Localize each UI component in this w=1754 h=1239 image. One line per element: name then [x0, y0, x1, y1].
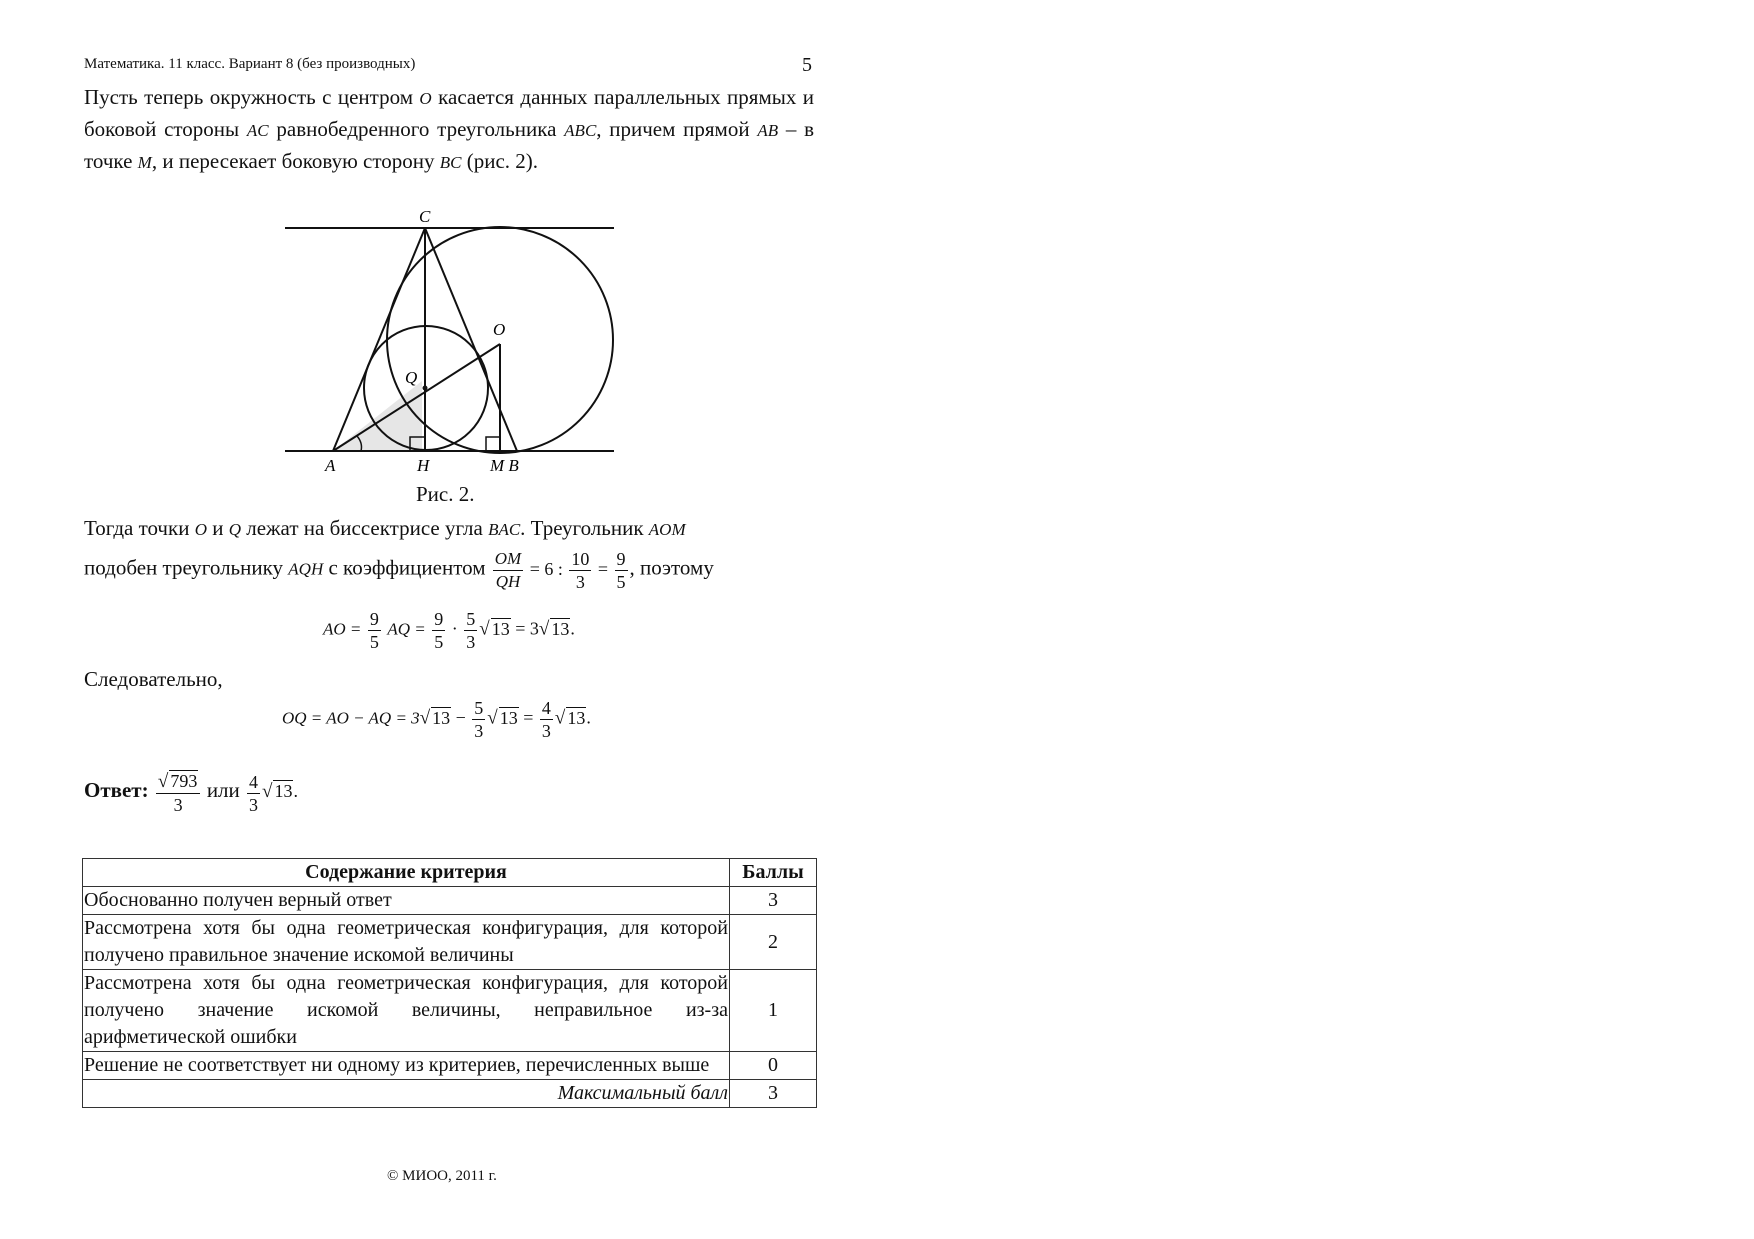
label-c: C	[419, 207, 431, 226]
max-score-value: 3	[730, 1080, 817, 1108]
criterion-points: 2	[730, 915, 817, 970]
table-row	[83, 887, 817, 915]
formula-oq: OQ = AO − AQ = 3√ 13 − $\frac{5}{3}$ √ 13 = $\frac{4}{3}$ √ 13.	[282, 698, 591, 741]
label-a: A	[325, 456, 336, 475]
table-row	[83, 970, 817, 1052]
criterion-text: Решение не соответствует ни одному из критериев, перечисленных выше	[83, 1052, 730, 1080]
table-row	[83, 1052, 817, 1080]
page-number: 5	[802, 54, 812, 76]
criteria-table	[82, 858, 817, 1108]
shaded-triangle-aqh	[333, 381, 422, 451]
table-max-row	[83, 1080, 817, 1108]
header-criterion: Содержание критерия	[83, 859, 730, 887]
consequently-text: Следовательно,	[84, 667, 223, 691]
figure-caption: Рис. 2.	[416, 482, 475, 506]
table-header-row	[83, 859, 817, 887]
answer-label: Ответ:	[84, 778, 149, 803]
table-row	[83, 915, 817, 970]
similarity-line-2: подобен треугольнику AQH с коэффициентом $\frac{OM}{QH}$ = 6 : $\frac{10}{3}$ = $\frac{9}{5}$ , поэтому	[84, 549, 714, 592]
label-mb: M B	[490, 456, 519, 475]
intro-paragraph: Пусть теперь окружность с центром O касается данных параллельных прямых и боковой стороны AC равнобедренного треугольника ABC, причем прямой AB – в точке M, и пересекает боковую сторону BC (рис. 2).	[84, 85, 815, 173]
criterion-text: Рассмотрена хотя бы одна геометрическая конфигурация, для которой получено правильное значение искомой величины	[83, 915, 730, 970]
criterion-points: 3	[730, 887, 817, 915]
point-q	[423, 386, 428, 391]
side-bc	[425, 228, 517, 451]
formula-ao: AO = $\frac{9}{5}$ AQ = $\frac{9}{5}$ · $\frac{5}{3}$ √ 13 = 3√ 13.	[323, 609, 575, 652]
label-h: H	[417, 456, 430, 475]
label-o: O	[493, 320, 506, 339]
header-points: Баллы	[730, 859, 817, 887]
criterion-points: 0	[730, 1052, 817, 1080]
criterion-points: 1	[730, 970, 817, 1052]
right-angle-m	[486, 437, 499, 451]
copyright-footer: © МИОО, 2011 г.	[387, 1168, 497, 1184]
answer-line: Ответ: $\frac{√ 793}{3}$ или $\frac{4}{3}$ √ 13.	[84, 771, 298, 815]
criterion-text: Обоснованно получен верный ответ	[83, 887, 730, 915]
running-header: Математика. 11 класс. Вариант 8 (без производных)	[84, 56, 416, 72]
geometry-figure	[270, 205, 630, 480]
similarity-line-1: Тогда точки O и Q лежат на биссектрисе угла BAC. Треугольник AOM	[84, 516, 686, 540]
max-score-label: Максимальный балл	[83, 1080, 730, 1108]
label-q: Q	[405, 368, 418, 387]
criterion-text: Рассмотрена хотя бы одна геометрическая конфигурация, для которой получено значение искомой величины, неправильное из-за арифметической ошибки	[83, 970, 730, 1052]
